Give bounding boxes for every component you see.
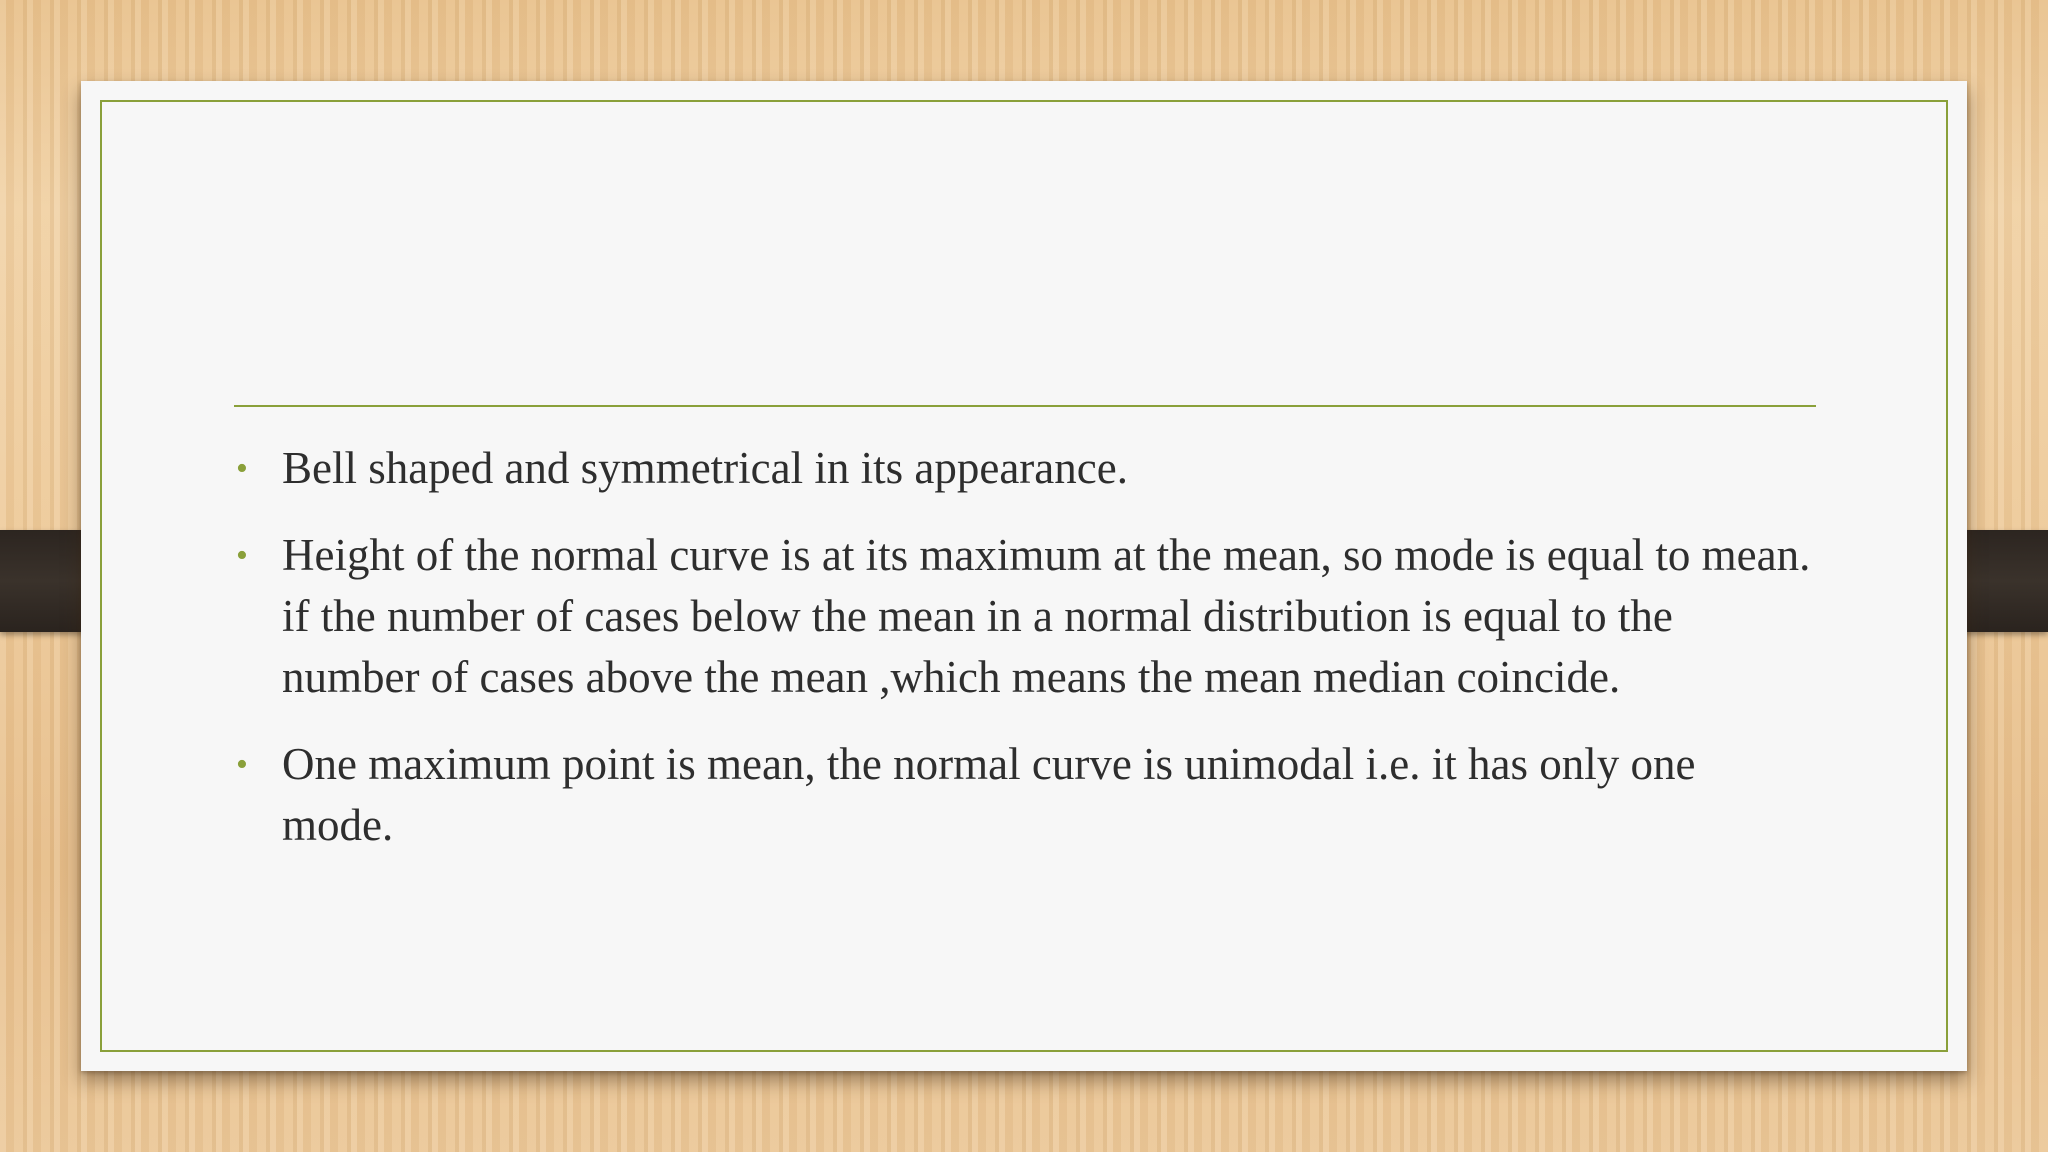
bullet-list: [234, 438, 1816, 882]
bullet-text: Height of the normal curve is at its maximum at the mean, so mode is equal to mean. if the number of cases below the mean in a normal distribution is equal to the number of cases above the mean ,which means the mean median coincide.: [282, 530, 1811, 702]
bullet-text: Bell shaped and symmetrical in its appearance.: [282, 443, 1128, 493]
bullet-item: [234, 525, 1816, 708]
bullet-dot-icon: •: [236, 537, 248, 574]
bullet-item: [234, 734, 1816, 856]
bullet-item: [234, 438, 1816, 499]
bullet-text: One maximum point is mean, the normal curve is unimodal i.e. it has only one mode.: [282, 739, 1696, 850]
bullet-dot-icon: •: [236, 450, 248, 487]
bullet-dot-icon: •: [236, 746, 248, 783]
title-divider: [234, 405, 1816, 407]
